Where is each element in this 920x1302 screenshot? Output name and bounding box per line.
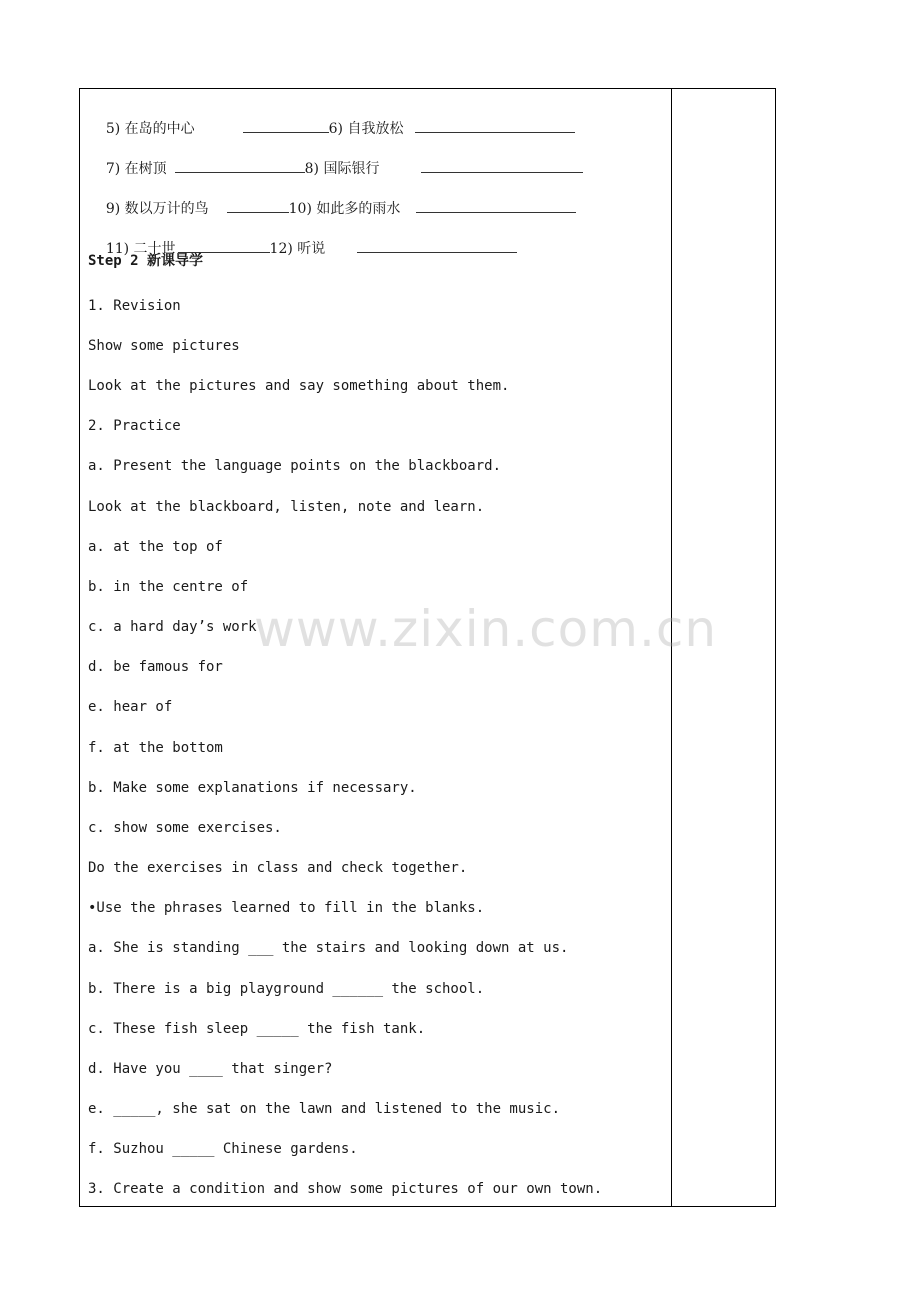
answer-blank [227, 198, 289, 213]
vocab-item: 9) 数以万计的鸟 [105, 201, 209, 217]
answer-blank [416, 198, 576, 213]
text-line: c. These fish sleep _____ the fish tank. [88, 1021, 426, 1037]
text-line: b. Make some explanations if necessary. [88, 780, 417, 796]
text-line: a. at the top of [88, 539, 223, 555]
text-line: c. show some exercises. [88, 820, 282, 836]
text-line: a. She is standing ___ the stairs and looking down at us. [88, 940, 569, 956]
answer-blank [178, 238, 270, 253]
text-line: d. be famous for [88, 659, 223, 675]
text-line: Look at the pictures and say something about them. [88, 378, 510, 394]
text-line: a. Present the language points on the blackboard. [88, 458, 502, 474]
text-line: f. Suzhou _____ Chinese gardens. [88, 1141, 358, 1157]
answer-blank [243, 118, 329, 133]
text-line: c. a hard day’s work [88, 619, 257, 635]
text-line: e. _____, she sat on the lawn and listened to the music. [88, 1101, 561, 1117]
text-line: Do the exercises in class and check together. [88, 860, 468, 876]
vocab-item: 6) 自我放松 [328, 121, 404, 137]
answer-blank [357, 238, 517, 253]
text-line: 1. Revision [88, 298, 181, 314]
vocab-item: 7) 在树顶 [105, 161, 167, 177]
vocab-item: 11) 二十世 [105, 241, 176, 257]
text-line: 2. Practice [88, 418, 181, 434]
text-line: 3. Create a condition and show some pictures of our own town. [88, 1181, 603, 1197]
text-line: f. at the bottom [88, 740, 223, 756]
vocab-item: 10) 如此多的雨水 [288, 201, 401, 217]
text-line: Look at the blackboard, listen, note and learn. [88, 499, 485, 515]
text-line: d. Have you ____ that singer? [88, 1061, 333, 1077]
answer-blank [421, 158, 583, 173]
text-line: b. There is a big playground ______ the school. [88, 981, 485, 997]
text-line: b. in the centre of [88, 579, 249, 595]
text-line: Show some pictures [88, 338, 240, 354]
vocab-item: 5) 在岛的中心 [105, 121, 195, 137]
text-line: •Use the phrases learned to fill in the blanks. [88, 900, 485, 916]
step-heading: Step 2 新课导学 [88, 253, 204, 269]
answer-blank [175, 158, 305, 173]
watermark: www.zixin.com.cn [254, 600, 718, 658]
text-line: e. hear of [88, 699, 173, 715]
vocab-item: 8) 国际银行 [304, 161, 380, 177]
answer-blank [415, 118, 575, 133]
vocab-item: 12) 听说 [269, 241, 326, 257]
